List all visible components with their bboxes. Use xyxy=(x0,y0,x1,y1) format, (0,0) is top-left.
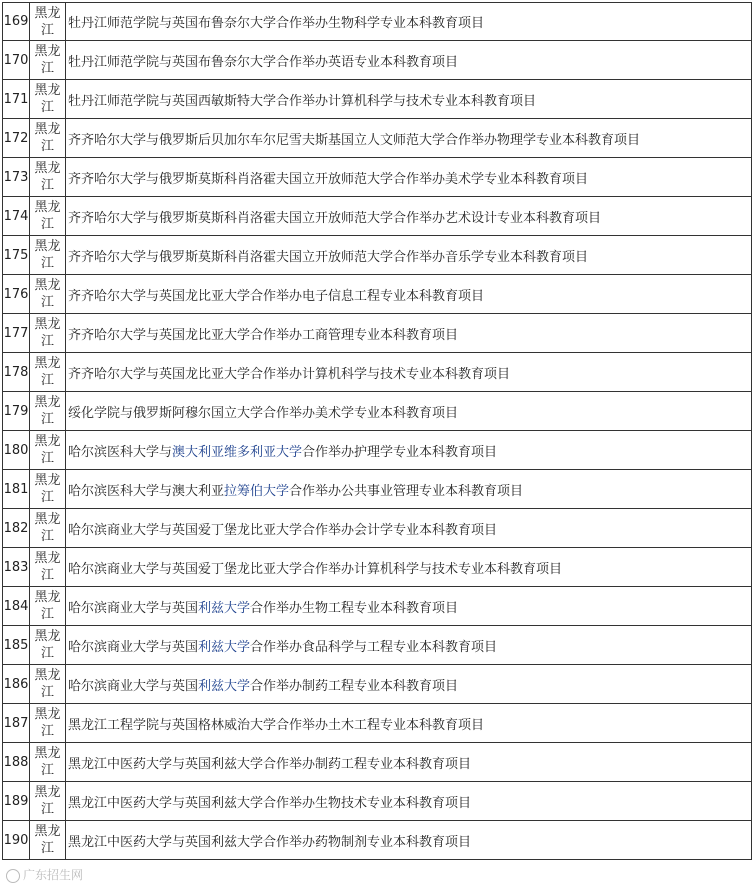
project-name-cell xyxy=(66,275,751,313)
project-name-cell xyxy=(66,587,751,625)
province-text: 江 xyxy=(40,607,54,622)
university-link[interactable]: 澳大利亚维多利亚大学 xyxy=(172,444,303,460)
project-text: 黑龙江工程学院与英国格林威治大学合作举办土木工程专业本科教育项目 xyxy=(68,717,485,733)
row-number: 180 xyxy=(3,431,30,469)
table-row xyxy=(2,119,752,158)
province-text: 江 xyxy=(40,724,54,739)
province-text: 黑龙 xyxy=(34,512,61,527)
province-text: 江 xyxy=(40,451,54,466)
university-link[interactable]: 拉筹伯大学 xyxy=(224,483,290,499)
province-text: 黑龙 xyxy=(34,200,61,215)
row-number: 179 xyxy=(3,392,30,430)
table-row xyxy=(2,236,752,275)
row-number: 176 xyxy=(3,275,30,313)
project-text: 牡丹江师范学院与英国布鲁奈尔大学合作举办生物科学专业本科教育项目 xyxy=(68,16,485,31)
province-cell xyxy=(30,197,66,235)
university-link[interactable]: 利兹大学 xyxy=(198,600,251,616)
province-text: 黑龙 xyxy=(34,473,61,488)
row-number: 189 xyxy=(3,782,30,820)
project-text: 齐齐哈尔大学与俄罗斯莫斯科肖洛霍夫国立开放师范大学合作举办艺术设计专业本科教育项目 xyxy=(68,210,602,226)
project-name-cell xyxy=(66,509,751,547)
province-text: 黑龙 xyxy=(34,122,61,137)
project-text: 哈尔滨商业大学与英国爱丁堡龙比亚大学合作举办计算机科学与技术专业本科教育项目 xyxy=(68,561,563,577)
province-text: 黑龙 xyxy=(34,239,61,254)
table-row xyxy=(2,353,752,392)
row-number: 185 xyxy=(3,626,30,664)
province-text: 江 xyxy=(40,256,54,271)
project-name-cell xyxy=(66,119,751,157)
project-text: 哈尔滨商业大学与英国爱丁堡龙比亚大学合作举办会计学专业本科教育项目 xyxy=(68,522,498,538)
project-text: 齐齐哈尔大学与俄罗斯莫斯科肖洛霍夫国立开放师范大学合作举办音乐学专业本科教育项目 xyxy=(68,249,589,265)
project-name-cell xyxy=(66,743,751,781)
province-cell xyxy=(30,3,66,40)
province-text: 黑龙 xyxy=(34,746,61,761)
project-text: 黑龙江中医药大学与英国利兹大学合作举办药物制剂专业本科教育项目 xyxy=(68,834,472,850)
province-text: 黑龙 xyxy=(34,395,61,410)
province-cell xyxy=(30,431,66,469)
province-cell xyxy=(30,743,66,781)
project-name-cell xyxy=(66,236,751,274)
project-name-cell xyxy=(66,41,751,79)
project-text: 合作举办制药工程专业本科教育项目 xyxy=(250,678,459,694)
project-text: 牡丹江师范学院与英国布鲁奈尔大学合作举办英语专业本科教育项目 xyxy=(68,54,459,70)
province-text: 黑龙 xyxy=(34,161,61,176)
logo-icon xyxy=(6,869,20,883)
row-number: 178 xyxy=(3,353,30,391)
program-table xyxy=(2,2,752,860)
province-cell xyxy=(30,704,66,742)
project-name-cell xyxy=(66,3,751,40)
province-text: 江 xyxy=(40,841,54,856)
province-text: 黑龙 xyxy=(34,668,61,683)
province-cell xyxy=(30,548,66,586)
project-text: 合作举办生物工程专业本科教育项目 xyxy=(250,600,459,616)
project-text: 齐齐哈尔大学与俄罗斯莫斯科肖洛霍夫国立开放师范大学合作举办美术学专业本科教育项目 xyxy=(68,171,589,187)
province-text: 江 xyxy=(40,22,54,38)
project-text: 哈尔滨医科大学与澳大利亚 xyxy=(68,483,225,499)
province-text: 江 xyxy=(40,763,54,778)
province-cell xyxy=(30,821,66,859)
province-cell xyxy=(30,587,66,625)
project-text: 哈尔滨商业大学与英国 xyxy=(68,639,199,655)
project-name-cell xyxy=(66,353,751,391)
province-cell xyxy=(30,80,66,118)
watermark xyxy=(6,866,83,883)
province-text: 江 xyxy=(40,178,54,193)
table-row xyxy=(2,626,752,665)
province-cell xyxy=(30,392,66,430)
province-text: 黑龙 xyxy=(34,434,61,449)
province-text: 黑龙 xyxy=(34,629,61,644)
table-row xyxy=(2,470,752,509)
province-text: 江 xyxy=(40,568,54,583)
project-text: 黑龙江中医药大学与英国利兹大学合作举办生物技术专业本科教育项目 xyxy=(68,795,472,811)
project-text: 绥化学院与俄罗斯阿穆尔国立大学合作举办美术学专业本科教育项目 xyxy=(68,405,459,421)
province-text: 黑龙 xyxy=(34,278,61,293)
province-text: 黑龙 xyxy=(34,5,61,21)
province-text: 江 xyxy=(40,685,54,700)
row-number: 181 xyxy=(3,470,30,508)
row-number: 170 xyxy=(3,41,30,79)
province-cell xyxy=(30,119,66,157)
table-row xyxy=(2,587,752,626)
project-name-cell xyxy=(66,314,751,352)
province-text: 黑龙 xyxy=(34,590,61,605)
project-text: 合作举办公共事业管理专业本科教育项目 xyxy=(289,483,524,499)
province-text: 江 xyxy=(40,490,54,505)
row-number: 177 xyxy=(3,314,30,352)
province-cell xyxy=(30,353,66,391)
project-text: 齐齐哈尔大学与英国龙比亚大学合作举办电子信息工程专业本科教育项目 xyxy=(68,288,485,304)
row-number: 186 xyxy=(3,665,30,703)
province-text: 江 xyxy=(40,802,54,817)
table-row xyxy=(2,665,752,704)
project-name-cell xyxy=(66,821,751,859)
row-number: 173 xyxy=(3,158,30,196)
project-text: 黑龙江中医药大学与英国利兹大学合作举办制药工程专业本科教育项目 xyxy=(68,756,472,772)
project-text: 哈尔滨医科大学与 xyxy=(68,444,173,460)
province-cell xyxy=(30,665,66,703)
table-row xyxy=(2,782,752,821)
province-text: 黑龙 xyxy=(34,707,61,722)
row-number: 187 xyxy=(3,704,30,742)
province-cell xyxy=(30,470,66,508)
province-text: 黑龙 xyxy=(34,317,61,332)
province-text: 黑龙 xyxy=(34,785,61,800)
province-text: 江 xyxy=(40,529,54,544)
province-cell xyxy=(30,509,66,547)
table-row xyxy=(2,197,752,236)
province-text: 江 xyxy=(40,139,54,154)
province-text: 江 xyxy=(40,412,54,427)
province-text: 江 xyxy=(40,373,54,388)
province-cell xyxy=(30,275,66,313)
province-text: 江 xyxy=(40,217,54,232)
project-text: 哈尔滨商业大学与英国 xyxy=(68,678,199,694)
province-cell xyxy=(30,782,66,820)
project-name-cell xyxy=(66,665,751,703)
university-link[interactable]: 利兹大学 xyxy=(198,678,251,694)
project-name-cell xyxy=(66,431,751,469)
university-link[interactable]: 利兹大学 xyxy=(198,639,251,655)
project-name-cell xyxy=(66,392,751,430)
table-row xyxy=(2,509,752,548)
table-row xyxy=(2,158,752,197)
table-row xyxy=(2,704,752,743)
table-row xyxy=(2,2,752,41)
province-cell xyxy=(30,158,66,196)
row-number: 169 xyxy=(3,3,30,40)
province-text: 江 xyxy=(40,646,54,661)
row-number: 190 xyxy=(3,821,30,859)
project-text: 齐齐哈尔大学与俄罗斯后贝加尔车尔尼雪夫斯基国立人文师范大学合作举办物理学专业本科教育项目 xyxy=(68,132,641,148)
table-row xyxy=(2,41,752,80)
project-name-cell xyxy=(66,158,751,196)
table-row xyxy=(2,821,752,860)
project-text: 哈尔滨商业大学与英国 xyxy=(68,600,199,616)
province-text: 黑龙 xyxy=(34,83,61,98)
project-name-cell xyxy=(66,626,751,664)
project-name-cell xyxy=(66,80,751,118)
table-row xyxy=(2,548,752,587)
watermark-text: 广东招生网 xyxy=(23,868,84,882)
project-text: 合作举办护理学专业本科教育项目 xyxy=(302,444,498,460)
row-number: 174 xyxy=(3,197,30,235)
province-text: 江 xyxy=(40,100,54,115)
province-text: 黑龙 xyxy=(34,824,61,839)
table-row xyxy=(2,314,752,353)
row-number: 183 xyxy=(3,548,30,586)
project-text: 牡丹江师范学院与英国西敏斯特大学合作举办计算机科学与技术专业本科教育项目 xyxy=(68,93,537,109)
table-row xyxy=(2,275,752,314)
row-number: 171 xyxy=(3,80,30,118)
row-number: 172 xyxy=(3,119,30,157)
table-row xyxy=(2,392,752,431)
project-name-cell xyxy=(66,704,751,742)
province-text: 江 xyxy=(40,334,54,349)
project-name-cell xyxy=(66,470,751,508)
province-text: 黑龙 xyxy=(34,551,61,566)
table-row xyxy=(2,743,752,782)
row-number: 182 xyxy=(3,509,30,547)
province-text: 黑龙 xyxy=(34,44,61,59)
project-name-cell xyxy=(66,548,751,586)
project-name-cell xyxy=(66,197,751,235)
row-number: 184 xyxy=(3,587,30,625)
table-row xyxy=(2,80,752,119)
project-text: 合作举办食品科学与工程专业本科教育项目 xyxy=(250,639,498,655)
table-row xyxy=(2,431,752,470)
project-name-cell xyxy=(66,782,751,820)
province-text: 江 xyxy=(40,61,54,76)
province-cell xyxy=(30,41,66,79)
row-number: 175 xyxy=(3,236,30,274)
province-text: 黑龙 xyxy=(34,356,61,371)
province-cell xyxy=(30,626,66,664)
province-cell xyxy=(30,314,66,352)
project-text: 齐齐哈尔大学与英国龙比亚大学合作举办计算机科学与技术专业本科教育项目 xyxy=(68,366,511,382)
province-text: 江 xyxy=(40,295,54,310)
province-cell xyxy=(30,236,66,274)
project-text: 齐齐哈尔大学与英国龙比亚大学合作举办工商管理专业本科教育项目 xyxy=(68,327,459,343)
row-number: 188 xyxy=(3,743,30,781)
